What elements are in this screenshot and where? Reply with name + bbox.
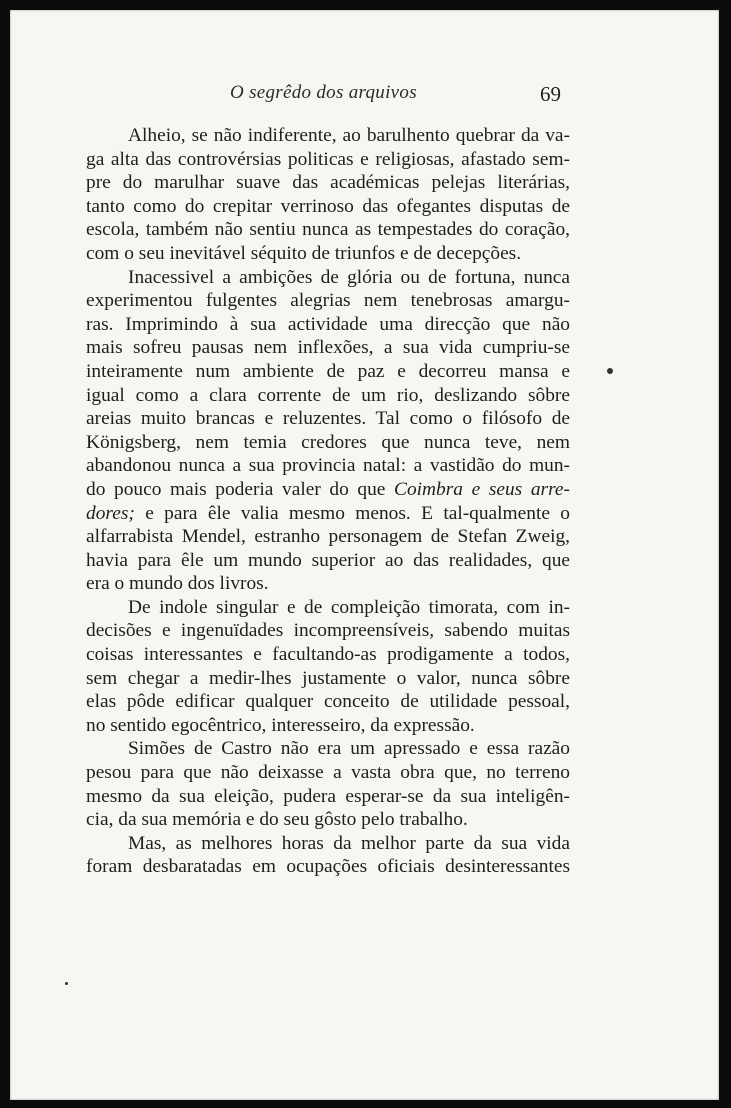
text-line: alfarrabista Mendel, estranho personagem de Stefan Zweig,: [86, 526, 570, 548]
page-header: [10, 76, 719, 106]
italic-title: dores;: [86, 502, 135, 524]
text-segment: do pouco mais poderia valer do que: [86, 478, 386, 500]
text-line: abandonou nunca a sua provincia natal: a vastidão do mun-: [86, 455, 570, 477]
text-line: com o seu inevitável séquito de triunfos e de decepções.: [86, 242, 522, 264]
text-line: escola, também não sentiu nunca as tempestades do coração,: [86, 219, 570, 241]
text-line: era o mundo dos livros.: [86, 573, 269, 595]
book-page: [10, 10, 719, 1100]
text-line: coisas interessantes e facultando-as prodigamente a todos,: [86, 644, 570, 666]
ink-speck: [607, 368, 613, 374]
text-line: experimentou fulgentes alegrias nem tenebrosas amargu-: [86, 290, 570, 312]
text-line: decisões e ingenuïdades incompreensíveis, sabendo muitas: [86, 620, 570, 642]
text-line: pre do marulhar suave das académicas pelejas literárias,: [86, 172, 570, 194]
ink-speck: [65, 982, 68, 985]
text-line: inteiramente num ambiente de paz e decorreu mansa e: [86, 360, 570, 382]
text-line: mais sofreu pausas nem inflexões, a sua vida cumpriu-se: [86, 337, 570, 359]
text-line: foram desbaratadas em ocupações oficiais desinteressantes: [86, 856, 570, 878]
text-line: areias muito brancas e reluzentes. Tal como o filósofo de: [86, 408, 570, 430]
text-line: Alheio, se não indiferente, ao barulhento quebrar da va-: [128, 125, 570, 146]
text-line: elas pôde edificar qualquer conceito de utilidade pessoal,: [86, 691, 570, 713]
running-title: O segrêdo dos arquivos: [230, 82, 417, 103]
text-line: ras. Imprimindo à sua actividade uma direcção que não: [86, 313, 570, 335]
text-line: [86, 502, 570, 526]
text-line: Inacessivel a ambições de glória ou de fortuna, nunca: [128, 266, 570, 288]
text-line: pesou para que não deixasse a vasta obra que, no terreno: [86, 762, 570, 784]
text-line: [86, 478, 570, 502]
text-line: sem chegar a medir-lhes justamente o valor, nunca sôbre: [86, 667, 570, 689]
italic-title: Coimbra e seus arre-: [394, 478, 570, 500]
text-segment: e para êle valia mesmo menos. E tal-qualmente o: [145, 502, 570, 524]
text-line: ga alta das controvérsias politicas e religiosas, afastado sem-: [86, 148, 570, 170]
body-text: [86, 124, 570, 879]
text-line: De indole singular e de compleição timorata, com in-: [128, 596, 570, 618]
text-line: Königsberg, nem temia credores que nunca teve, nem: [86, 431, 570, 453]
text-line: igual como a clara corrente de um rio, deslizando sôbre: [86, 384, 570, 406]
text-line: Mas, as melhores horas da melhor parte da sua vida: [128, 832, 570, 854]
text-line: havia para êle um mundo superior ao das realidades, que: [86, 549, 570, 571]
text-line: Simões de Castro não era um apressado e essa razão: [128, 738, 570, 760]
text-line: tanto como do crepitar verrinoso das ofegantes disputas de: [86, 195, 570, 217]
text-line: no sentido egocêntrico, interesseiro, da expressão.: [86, 714, 475, 736]
text-line: cia, da sua memória e do seu gôsto pelo trabalho.: [86, 809, 468, 831]
page-number: 69: [540, 82, 561, 106]
text-line: mesmo da sua eleição, pudera esperar-se da sua inteligên-: [86, 785, 570, 807]
